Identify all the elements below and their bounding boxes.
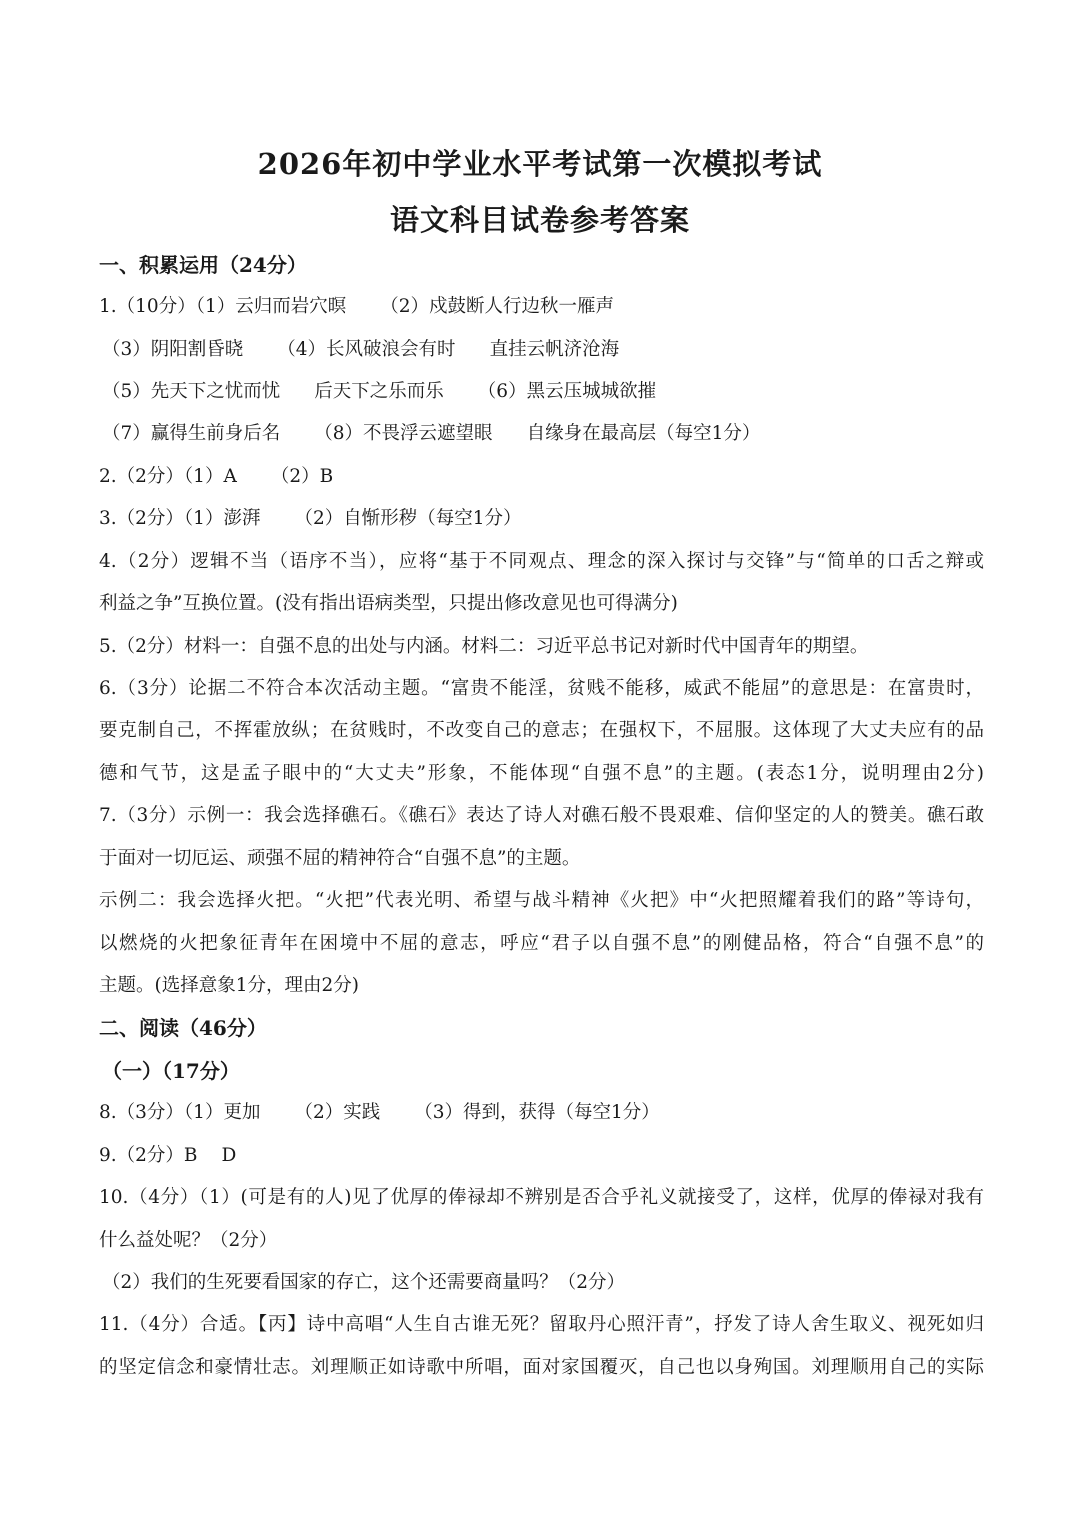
answer-line-q7-2: 于面对一切厄运、顽强不屈的精神符合“自强不息”的主题。	[99, 848, 581, 869]
answer-line-q8	[99, 1100, 984, 1126]
q1-part7: 后天下之乐而乐	[314, 381, 444, 402]
q3-part1: 3.（2分）（1）澎湃	[99, 508, 261, 529]
section-heading-accumulation: 一、积累运用（24分）	[99, 253, 307, 277]
answer-line-q10-2: 什么益处呢？（2分）	[99, 1230, 278, 1251]
answer-line-q5: 5.（2分）材料一：自强不息的出处与内涵。材料二：习近平总书记对新时代中国青年的期望。	[99, 636, 869, 657]
q2-part2: （2）B	[270, 466, 334, 487]
q1-part8: （6）黑云压城城欲摧	[477, 381, 657, 402]
subsection-heading-1: （一）（17分）	[102, 1059, 240, 1083]
answer-line-q7-1: 7.（3分）示例一：我会选择礁石。《礁石》表达了诗人对礁石般不畏艰难、信仰坚定的人的赞美。礁石敢	[99, 805, 984, 826]
q8-part1: 8.（3分）（1）更加	[99, 1102, 261, 1123]
answer-line-q7-3: 示例二：我会选择火把。“火把”代表光明、希望与战斗精神《火把》中“火把照耀着我们的路”等诗句，	[99, 890, 984, 911]
q9-part2: D	[221, 1145, 237, 1166]
answer-line-q7-4: 以燃烧的火把象征青年在困境中不屈的意志，呼应“君子以自强不息”的刚健品格，符合“自强不息”的	[99, 933, 984, 954]
q1-part9: （7）赢得生前身后名	[102, 423, 281, 444]
answer-line-q1-row4	[102, 421, 987, 447]
q3-part2: （2）自惭形秽（每空1分）	[294, 508, 522, 529]
answer-line-q11-2: 的坚定信念和豪情壮志。刘理顺正如诗歌中所唱，面对家国覆灭，自己也以身殉国。刘理顺用自己的实际	[99, 1357, 984, 1378]
answer-line-q3	[99, 506, 984, 532]
section-heading-reading: 二、阅读（46分）	[99, 1016, 267, 1040]
answer-line-q1-row1	[99, 294, 984, 320]
q2-part1: 2.（2分）（1）A	[99, 466, 237, 487]
answer-line-q1-row2	[102, 337, 987, 363]
q1-part6: （5）先天下之忧而忧	[102, 381, 281, 402]
answer-line-q1-row3	[102, 379, 987, 405]
answer-line-q4-1: 4.（2分）逻辑不当（语序不当），应将“基于不同观点、理念的深入探讨与交锋”与“简单的口舌之辩或	[99, 551, 984, 572]
exam-subtitle: 语文科目试卷参考答案	[389, 203, 690, 237]
answer-line-q7-5: 主题。(选择意象1分，理由2分)	[99, 975, 359, 996]
answer-line-q10-3: （2）我们的生死要看国家的存亡，这个还需要商量吗？（2分）	[102, 1272, 626, 1293]
q1-part5: 直挂云帆济沧海	[489, 339, 620, 360]
answer-line-q6-3: 德和气节，这是孟子眼中的“大丈夫”形象，不能体现“自强不息”的主题。(表态1分，说明理由2分)	[99, 763, 984, 784]
q1-part4: （4）长风破浪会有时	[277, 339, 456, 360]
answer-line-q9	[99, 1143, 984, 1169]
exam-title: 2026年初中学业水平考试第一次模拟考试	[257, 147, 823, 181]
q1-part2: （2）戍鼓断人行边秋一雁声	[380, 296, 614, 317]
answer-line-q6-2: 要克制自己，不挥霍放纵；在贫贱时，不改变自己的意志；在强权下，不屈服。这体现了大丈夫应有的品	[99, 720, 984, 741]
answer-line-q4-2: 利益之争”互换位置。(没有指出语病类型，只提出修改意见也可得满分)	[99, 593, 678, 614]
q1-part11: 自缘身在最高层（每空1分）	[526, 423, 761, 444]
q8-part2: （2）实践	[294, 1102, 381, 1123]
answer-line-q10-1: 10.（4分）（1）(可是有的人)见了优厚的俸禄却不辨别是否合乎礼义就接受了，这样，优厚的俸禄对我有	[99, 1187, 984, 1208]
q1-part1: 1.（10分）（1）云归而岩穴暝	[99, 296, 347, 317]
q1-part10: （8）不畏浮云遮望眼	[314, 423, 493, 444]
answer-line-q2	[99, 464, 984, 490]
answer-line-q11-1: 11.（4分）合适。【丙】诗中高唱“人生自古谁无死？留取丹心照汗青”，抒发了诗人舍生取义、视死如归	[99, 1314, 984, 1335]
q1-part3: （3）阴阳割昏晓	[102, 339, 244, 360]
q8-part3: （3）得到，获得（每空1分）	[414, 1102, 660, 1123]
answer-line-q6-1: 6.（3分）论据二不符合本次活动主题。“富贵不能淫，贫贱不能移，威武不能屈”的意思是：在富贵时，	[99, 678, 984, 699]
q9-part1: 9.（2分）B	[99, 1145, 198, 1166]
